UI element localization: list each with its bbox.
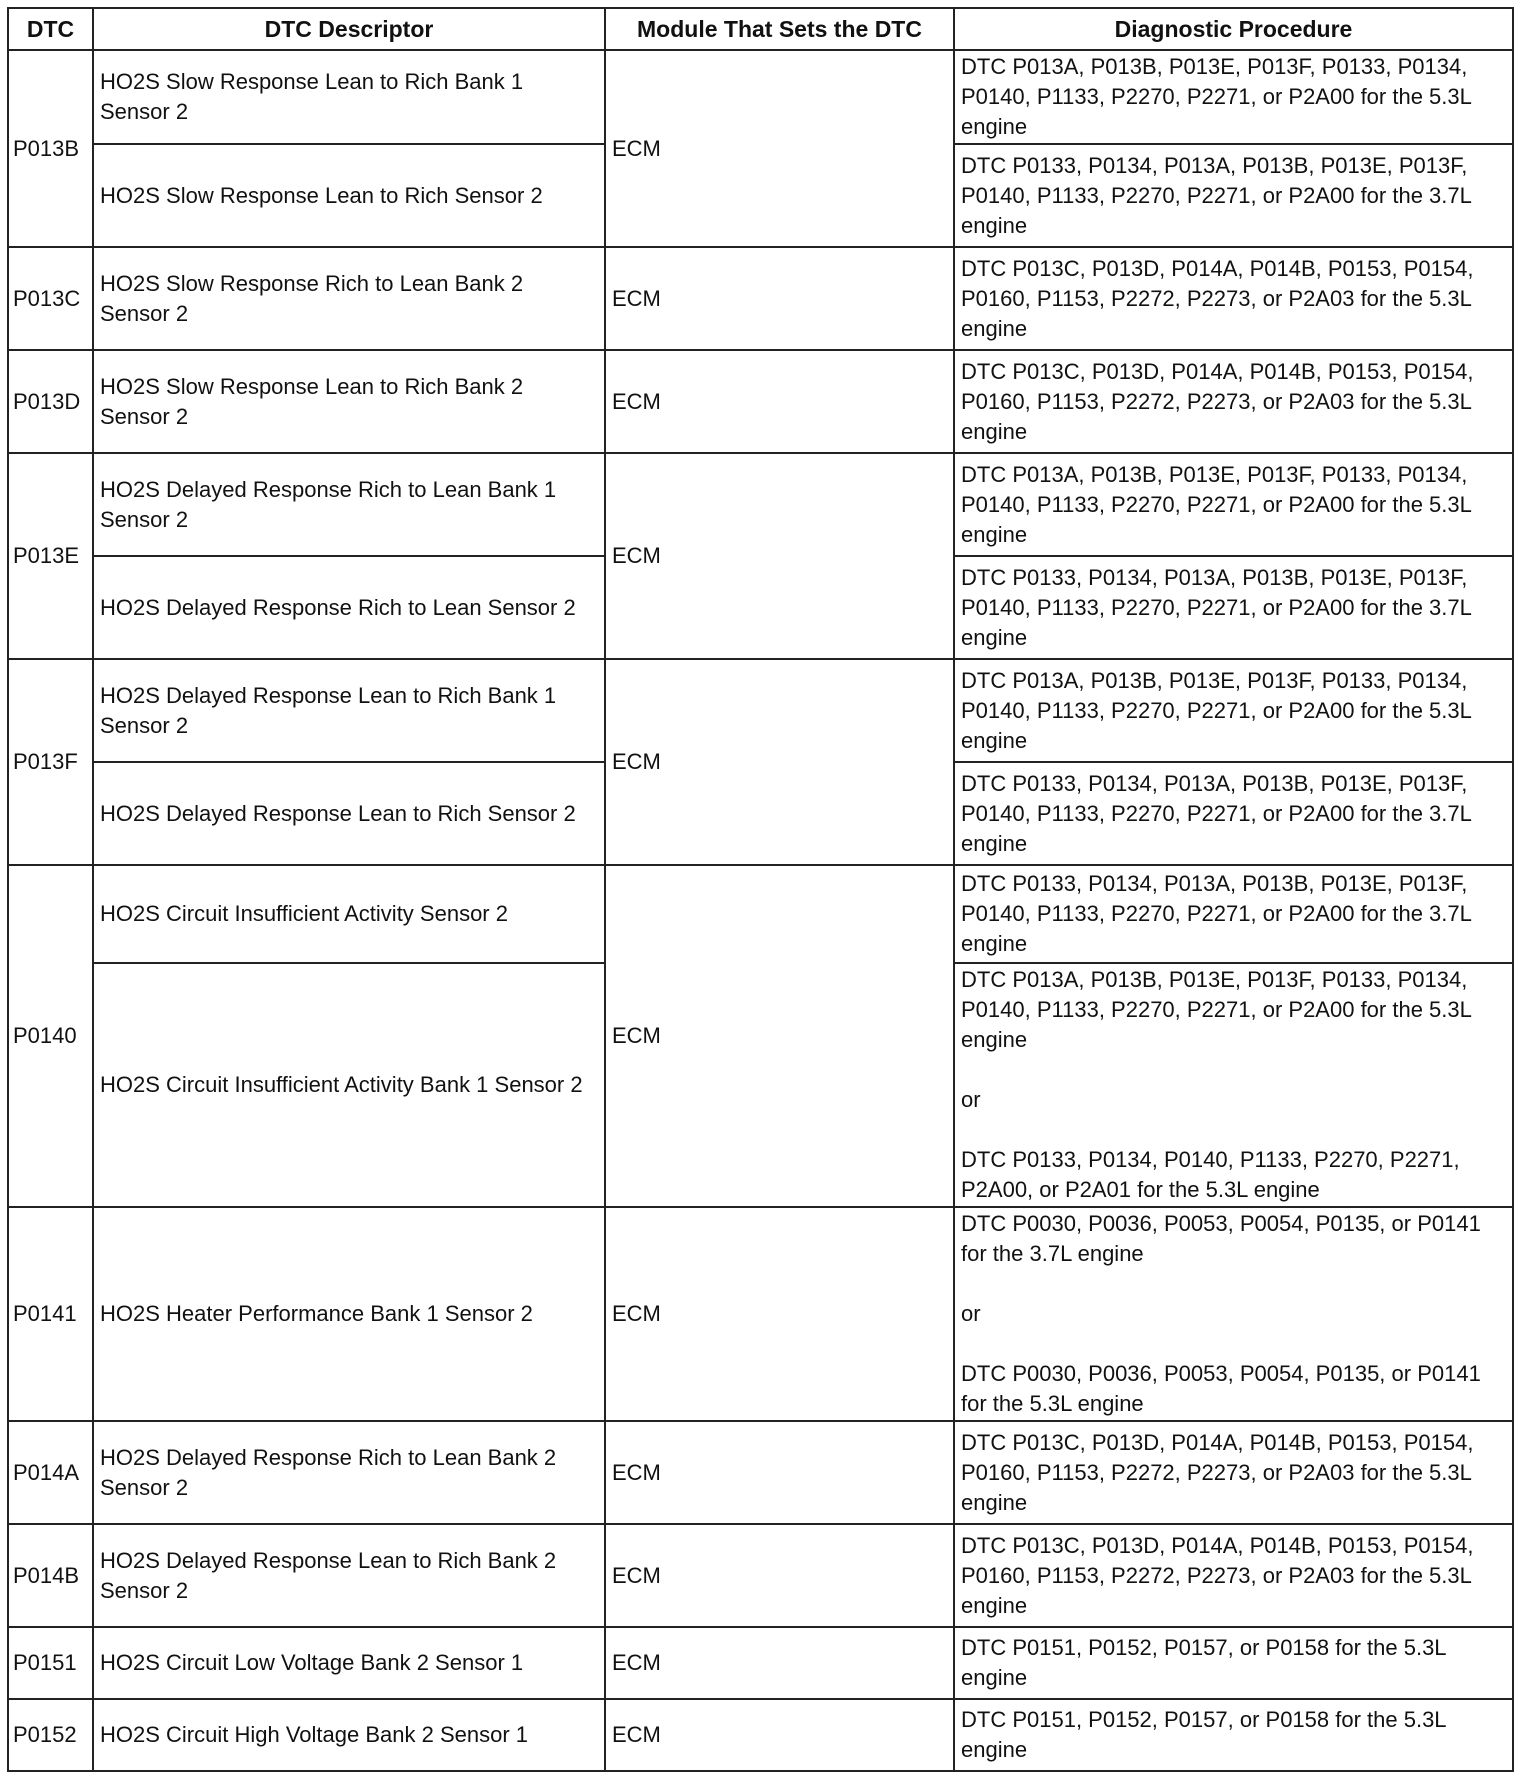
procedure-text: DTC P0133, P0134, P013A, P013B, P013E, P013F, P0140, P1133, P2270, P2271, or P2A00 for the 3.7L engine: [961, 770, 1472, 856]
diagnostic-procedure: [954, 350, 1513, 453]
procedure-text: DTC P013A, P013B, P013E, P013F, P0133, P0134, P0140, P1133, P2270, P2271, or P2A00 for the 5.3L engine: [961, 54, 1472, 139]
module: ECM: [605, 453, 954, 659]
diagnostic-procedure: [954, 556, 1513, 659]
procedure-text: DTC P0030, P0036, P0053, P0054, P0135, or P0141 for the 3.7L engine or DTC P0030, P0036, P0053, P0054, P0135, or P0141 for the 5.3L engine: [961, 1211, 1481, 1416]
dtc-descriptor: HO2S Delayed Response Lean to Rich Bank 2 Sensor 2: [93, 1524, 605, 1627]
dtc-code: P0151: [8, 1627, 93, 1699]
table-row: [8, 247, 1513, 350]
diagnostic-procedure: [954, 50, 1513, 144]
module: ECM: [605, 247, 954, 350]
table-row: [8, 1421, 1513, 1524]
dtc-code: P013D: [8, 350, 93, 453]
diagnostic-procedure: [954, 963, 1513, 1207]
table-row: [8, 1207, 1513, 1421]
procedure-text: DTC P013A, P013B, P013E, P013F, P0133, P0134, P0140, P1133, P2270, P2271, or P2A00 for the 5.3L engine or DTC P0133, P0134, P0140, P1133, P2270, P2271, P2A00, or P2A01 for the 5.3L engine: [961, 967, 1472, 1202]
dtc-descriptor: HO2S Heater Performance Bank 1 Sensor 2: [93, 1207, 605, 1421]
procedure-text: DTC P013C, P013D, P014A, P014B, P0153, P0154, P0160, P1153, P2272, P2273, or P2A03 for the 5.3L engine: [961, 358, 1474, 444]
module: ECM: [605, 350, 954, 453]
diagnostic-procedure: [954, 1207, 1513, 1421]
procedure-text: DTC P013C, P013D, P014A, P014B, P0153, P0154, P0160, P1153, P2272, P2273, or P2A03 for the 5.3L engine: [961, 1429, 1474, 1515]
diagnostic-procedure: [954, 1699, 1513, 1771]
module: ECM: [605, 659, 954, 865]
table-body: [8, 50, 1513, 1771]
table-row: [8, 1627, 1513, 1699]
dtc-code: P014A: [8, 1421, 93, 1524]
module: ECM: [605, 1421, 954, 1524]
module: ECM: [605, 50, 954, 247]
dtc-code: P0141: [8, 1207, 93, 1421]
dtc-table: [7, 7, 1514, 1772]
dtc-code: P014B: [8, 1524, 93, 1627]
table-row: [8, 659, 1513, 762]
dtc-code: P013B: [8, 50, 93, 247]
diagnostic-procedure: [954, 1421, 1513, 1524]
dtc-descriptor: HO2S Circuit Insufficient Activity Bank 1 Sensor 2: [93, 963, 605, 1207]
header-descriptor: DTC Descriptor: [93, 8, 605, 50]
dtc-descriptor: HO2S Slow Response Rich to Lean Bank 2 Sensor 2: [93, 247, 605, 350]
table-row: [8, 350, 1513, 453]
procedure-text: DTC P013C, P013D, P014A, P014B, P0153, P0154, P0160, P1153, P2272, P2273, or P2A03 for the 5.3L engine: [961, 255, 1474, 341]
table-row: [8, 865, 1513, 963]
dtc-descriptor: HO2S Delayed Response Rich to Lean Sensor 2: [93, 556, 605, 659]
header-module: Module That Sets the DTC: [605, 8, 954, 50]
procedure-text: DTC P013A, P013B, P013E, P013F, P0133, P0134, P0140, P1133, P2270, P2271, or P2A00 for the 5.3L engine: [961, 461, 1472, 547]
diagnostic-procedure: [954, 453, 1513, 556]
module: ECM: [605, 1627, 954, 1699]
table-row: [8, 1699, 1513, 1771]
dtc-descriptor: HO2S Circuit Insufficient Activity Sensor 2: [93, 865, 605, 963]
dtc-descriptor: HO2S Slow Response Lean to Rich Sensor 2: [93, 144, 605, 247]
header-procedure: Diagnostic Procedure: [954, 8, 1513, 50]
module: ECM: [605, 1699, 954, 1771]
dtc-descriptor: HO2S Slow Response Lean to Rich Bank 2 Sensor 2: [93, 350, 605, 453]
module: ECM: [605, 1524, 954, 1627]
diagnostic-procedure: [954, 762, 1513, 865]
procedure-text: DTC P013A, P013B, P013E, P013F, P0133, P0134, P0140, P1133, P2270, P2271, or P2A00 for the 5.3L engine: [961, 667, 1472, 753]
procedure-text: DTC P0133, P0134, P013A, P013B, P013E, P013F, P0140, P1133, P2270, P2271, or P2A00 for the 3.7L engine: [961, 564, 1472, 650]
procedure-text: DTC P0151, P0152, P0157, or P0158 for the 5.3L engine: [961, 1707, 1446, 1762]
dtc-code: P013C: [8, 247, 93, 350]
diagnostic-procedure: [954, 144, 1513, 247]
diagnostic-procedure: [954, 659, 1513, 762]
dtc-code: P013E: [8, 453, 93, 659]
dtc-descriptor: HO2S Circuit Low Voltage Bank 2 Sensor 1: [93, 1627, 605, 1699]
dtc-code: P0140: [8, 865, 93, 1207]
dtc-descriptor: HO2S Circuit High Voltage Bank 2 Sensor 1: [93, 1699, 605, 1771]
dtc-descriptor: HO2S Delayed Response Lean to Rich Sensor 2: [93, 762, 605, 865]
dtc-descriptor: HO2S Delayed Response Rich to Lean Bank 1 Sensor 2: [93, 453, 605, 556]
procedure-text: DTC P0151, P0152, P0157, or P0158 for the 5.3L engine: [961, 1635, 1446, 1690]
diagnostic-procedure: [954, 865, 1513, 963]
module: ECM: [605, 1207, 954, 1421]
table-row: [8, 50, 1513, 144]
dtc-descriptor: HO2S Slow Response Lean to Rich Bank 1 Sensor 2: [93, 50, 605, 144]
table-header-row: [8, 8, 1513, 50]
dtc-descriptor: HO2S Delayed Response Lean to Rich Bank 1 Sensor 2: [93, 659, 605, 762]
dtc-code: P0152: [8, 1699, 93, 1771]
dtc-descriptor: HO2S Delayed Response Rich to Lean Bank 2 Sensor 2: [93, 1421, 605, 1524]
module: ECM: [605, 865, 954, 1207]
dtc-code: P013F: [8, 659, 93, 865]
procedure-text: DTC P0133, P0134, P013A, P013B, P013E, P013F, P0140, P1133, P2270, P2271, or P2A00 for the 3.7L engine: [961, 152, 1472, 238]
procedure-text: DTC P0133, P0134, P013A, P013B, P013E, P013F, P0140, P1133, P2270, P2271, or P2A00 for the 3.7L engine: [961, 871, 1472, 956]
diagnostic-procedure: [954, 247, 1513, 350]
header-dtc: DTC: [8, 8, 93, 50]
table-row: [8, 1524, 1513, 1627]
procedure-text: DTC P013C, P013D, P014A, P014B, P0153, P0154, P0160, P1153, P2272, P2273, or P2A03 for the 5.3L engine: [961, 1532, 1474, 1618]
diagnostic-procedure: [954, 1524, 1513, 1627]
table-row: [8, 453, 1513, 556]
diagnostic-procedure: [954, 1627, 1513, 1699]
